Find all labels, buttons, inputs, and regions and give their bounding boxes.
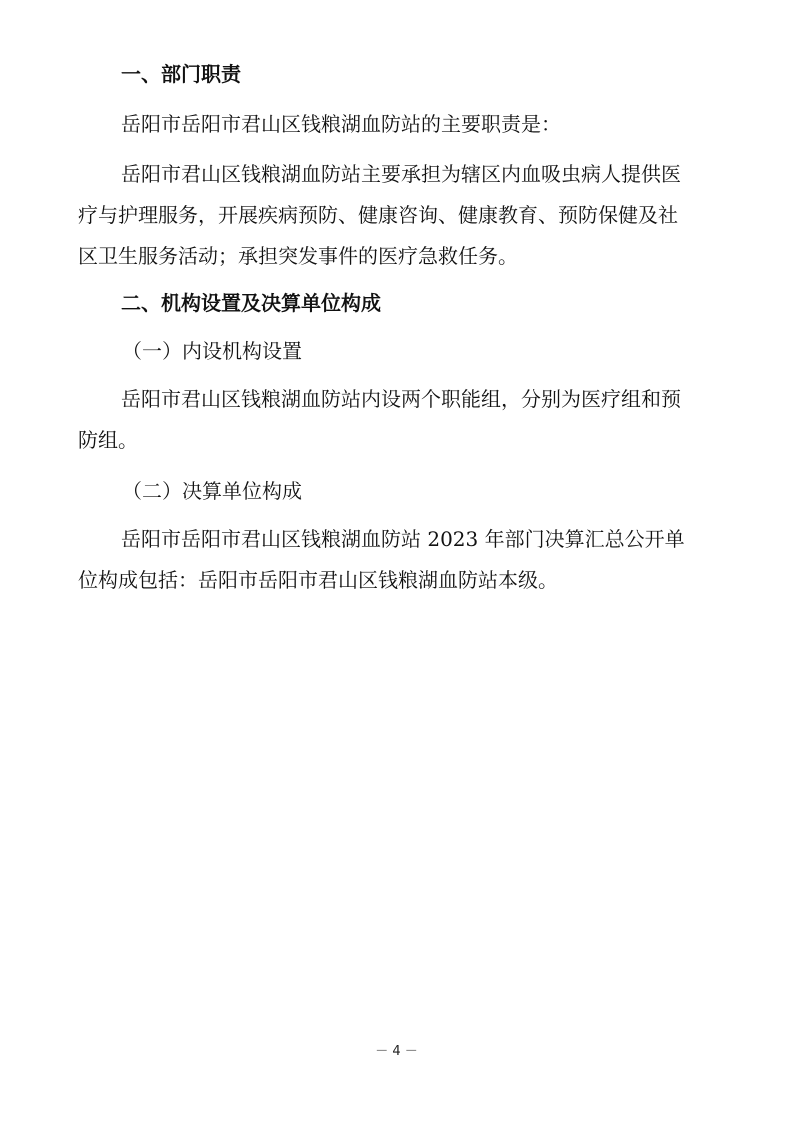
section-1-body-line: 疗与护理服务，开展疾病预防、健康咨询、健康教育、预防保健及社 [78, 203, 678, 227]
section-1-body-paragraph [78, 154, 718, 277]
section-2-sub-2-title: （二）决算单位构成 [122, 479, 302, 503]
section-2-sub-1-line: 防组。 [78, 428, 138, 452]
section-1-intro: 岳阳市岳阳市君山区钱粮湖血防站的主要职责是： [121, 112, 561, 136]
section-2-sub-1-line: 岳阳市君山区钱粮湖血防站内设两个职能组，分别为医疗组和预 [121, 387, 681, 411]
page-number: － 4 － [375, 1044, 418, 1059]
section-1-body-line: 岳阳市君山区钱粮湖血防站主要承担为辖区内血吸虫病人提供医 [121, 162, 681, 186]
section-2-sub-2-paragraph [78, 519, 718, 601]
document-body [78, 54, 718, 601]
section-2-heading: 二、机构设置及决算单位构成 [121, 291, 381, 315]
section-2-sub-1-title: （一）内设机构设置 [122, 339, 302, 363]
section-2-sub-2-line: 位构成包括：岳阳市岳阳市君山区钱粮湖血防站本级。 [78, 568, 558, 592]
section-1-body-line: 区卫生服务活动；承担突发事件的医疗急救任务。 [78, 244, 518, 268]
section-2-sub-1-paragraph [78, 379, 718, 461]
section-1-heading: 一、部门职责 [121, 62, 241, 86]
section-2-sub-2-line: 岳阳市岳阳市君山区钱粮湖血防站 2023 年部门决算汇总公开单 [121, 527, 685, 551]
